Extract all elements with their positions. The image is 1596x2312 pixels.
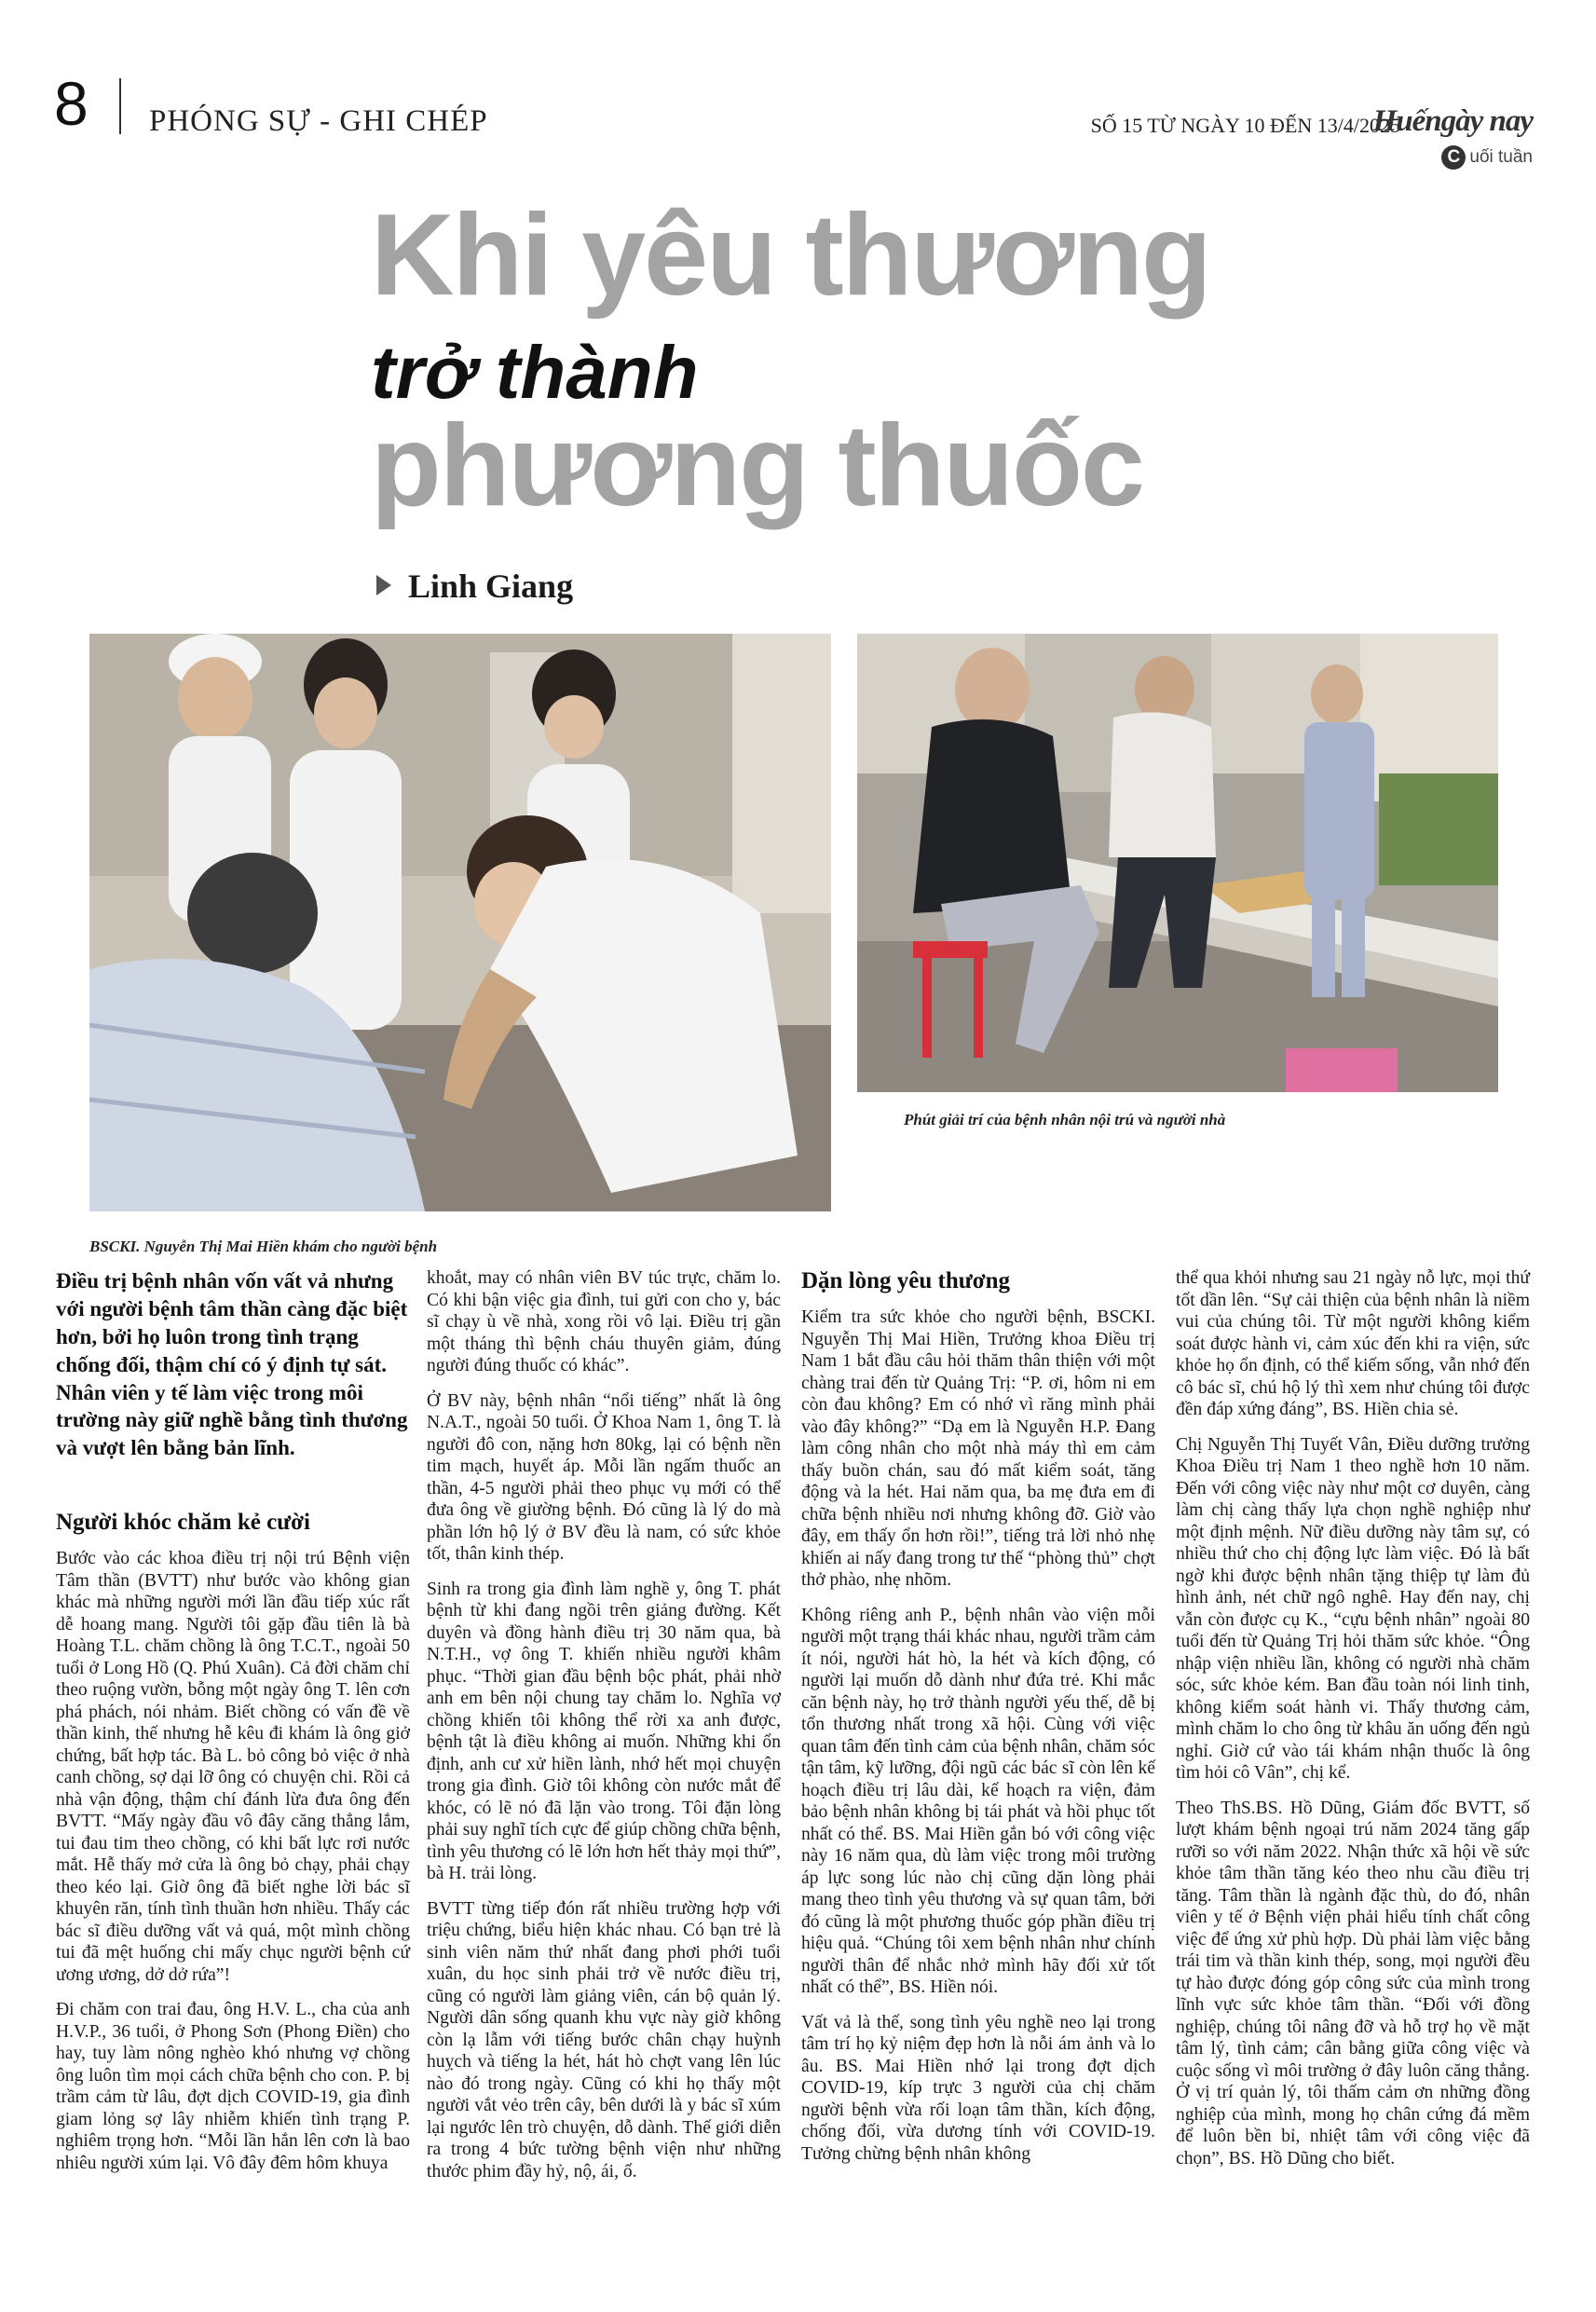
article-title-line-2: trở thành xyxy=(371,331,699,414)
paragraph: Kiểm tra sức khỏe cho người bệnh, BSCKI. Nguyễn Thị Mai Hiền, Trưởng khoa Điều trị Nam 1 bắt đầu câu hỏi thăm thân thiện với một chàng trai đến từ Quảng Trị: “P. ơi, hôm ni em còn đau không? Em có nhớ vì răng mình phải vào đây không?” “Dạ em là Nguyễn H.P. Đang làm công nhân cho một nhà máy thì em cảm thấy buồn chán, sau đó mất kiểm soát, tăng động và la hét. Hai năm qua, ba mẹ đưa em đi chữa bệnh nhiều nơi nhưng không đỡ. Giờ vào đây, em thấy ổn hơn rồi!”, tiếng trả lời nhỏ nhẹ khiến ai nấy đang trong tư thế “phòng thủ” chợt thở phào, nhẹ nhõm. xyxy=(801,1307,1155,1590)
header-divider xyxy=(119,78,121,134)
author-name: Linh Giang xyxy=(408,568,574,605)
paragraph: BVTT từng tiếp đón rất nhiều trường hợp với triệu chứng, biểu hiện khác nhau. Có bạn trẻ là sinh viên năm thứ nhất đang phơi phới tuổi xuân, du học sinh phải trở về nước điều trị, cũng có người làm giảng viên, cán bộ quản lý. Người dân sống quanh khu vực này giờ không còn lạ lẫm với tiếng bước chân chạy huỳnh huỵch và tiếng la hét, hát hò chợt vang lên lúc nào đó trong ngày. Cũng có khi họ thấy một người vắt vẻo trên cây, bên dưới là y bác sĩ xúm lại ngước lên trò chuyện, dỗ dành. Thế giới diễn ra trong 4 bức tường bệnh viện như những thước phim đầy hỷ, nộ, ái, ố. xyxy=(427,1898,781,2182)
paragraph: Đi chăm con trai đau, ông H.V. L., cha của anh H.V.P., 36 tuổi, ở Phong Sơn (Phong Điền) cho hay, tuy làm nông nghèo khó nhưng vợ chồng ông luôn tìm mọi cách chữa bệnh cho con. P. bị trầm cảm từ lâu, đợt dịch COVID-19, gia đình giam lỏng sợ lây nhiễm khiến tình trạng P. nghiêm trọng hơn. “Mỗi lần hắn lên cơn là bao nhiêu người xúm lại. Vô đây đêm hôm khuya xyxy=(56,2000,410,2173)
play-triangle-icon xyxy=(376,575,391,595)
brand-logo: Huếngày nay xyxy=(1372,104,1533,138)
paragraph: thể qua khỏi nhưng sau 21 ngày nỗ lực, mọi thứ tốt dần lên. “Sự cải thiện của bệnh nhân là niềm vui của chúng tôi. Từ một người không kiểm soát được hành vi, cảm xúc đến khi ra viện, sức khỏe họ ổn định, có thể kiếm sống, vẫn nhớ đến cô bác sĩ, chú hộ lý thì xem như chúng tôi được đền đáp xứng đáng”, BS. Hiền chia sẻ. xyxy=(1176,1268,1530,1419)
brand-sub-letter: C xyxy=(1441,145,1466,170)
paragraph: Không riêng anh P., bệnh nhân vào viện mỗi người một trạng thái khác nhau, người trầm cảm ít nói, người hát hò, la hét và kích động, có người lại muốn dỗ dành như đứa trẻ. Khi mắc căn bệnh này, họ trở thành người yếu thế, dễ bị tổn thương nhất trong xã hội. Cùng với việc quan tâm đến tình cảm của bệnh nhân, chăm sóc tận tâm, kỹ lưỡng, đội ngũ các bác sĩ còn lên kế hoạch điều trị lâu dài, kế hoạch ra viện, đảm bảo bệnh nhân không bị tái phát và hồi phục tốt nhất có thể. BS. Mai Hiền gắn bó với công việc này 16 năm qua, dù làm việc trong môi trường áp lực song lúc nào chị cũng dặn lòng phải mang theo tình yêu thương và sự quan tâm, bởi đó cũng là một phương thuốc góp phần điều trị hiệu quả. “Chúng tôi xem bệnh nhân như chính người thân để nhắc nhở mình hãy đối xử tốt nhất có thể”, BS. Hiền nói. xyxy=(801,1605,1155,1997)
article-column-1 xyxy=(56,1267,410,2187)
brand-sub-logo xyxy=(1441,145,1533,170)
article-lead: Điều trị bệnh nhân vốn vất vả nhưng với người bệnh tâm thần càng đặc biệt hơn, bởi họ luôn trong tình trạng chống đối, thậm chí có ý định tự sát. Nhân viên y tế làm việc trong môi trường này giữ nghề bằng tình thương và vượt lên bằng bản lĩnh. xyxy=(56,1269,408,1460)
photo-patients-playing-chess xyxy=(857,634,1498,1092)
issue-info: SỐ 15 TỪ NGÀY 10 ĐẾN 13/4/2025 xyxy=(1090,114,1400,137)
photo-doctor-examining-patient xyxy=(89,634,831,1211)
brand-sub-text: uối tuần xyxy=(1469,147,1533,168)
paragraph: Bước vào các khoa điều trị nội trú Bệnh viện Tâm thần (BVTT) như bước vào không gian khác mà những người mới lần đầu tiếp xúc rất dễ hoang mang. Người tôi gặp đầu tiên là bà Hoàng T.L. chăm chồng là ông T.C.T., ngoài 50 tuổi ở Long Hồ (Q. Phú Xuân). Cả đời chăm chỉ theo ruộng vườn, bỗng một ngày ông T. lên cơn phá phách, nói nhảm. Biết chồng có vấn đề về thần kinh, thế nhưng hễ kêu đi khám là ông giở chứng, bất hợp tác. Bà L. bỏ công bỏ việc ở nhà canh chồng, sợ dại lỡ ông có chuyện chi. Rồi cả nhà vận động, thậm chí đánh lừa đưa ông đến BVTT. “Mấy ngày đầu vô đây căng thẳng lắm, tui đau tim theo chồng, có khi bất lực rơi nước mắt. Hễ thấy mở cửa là ông bỏ chạy, phải chạy theo kéo lại. Giờ ông đã biết nghe lời bác sĩ khuyên răn, tính tình thuần hơn nhiều. Thấy các bác sĩ điều dưỡng vất vả quá, một mình chồng tui đã mệt huống chi mấy chục người bệnh cứ ương ương, dở dở rứa”! xyxy=(56,1549,410,1985)
byline xyxy=(376,567,573,606)
article-column-4 xyxy=(1176,1267,1530,2182)
paragraph: khoắt, may có nhân viên BV túc trực, chăm lo. Có khi bận việc gia đình, tui gửi con cho y, bác sĩ chạy ù về nhà, xong rồi vô lại. Điều trị gần một tháng thì bệnh cháu thuyên giảm, đúng người đúng thuốc có khác”. xyxy=(427,1268,781,1375)
subheading-2: Dặn lòng yêu thương xyxy=(801,1268,1011,1293)
right-photo-caption: Phút giải trí của bệnh nhân nội trú và người nhà xyxy=(904,1111,1226,1129)
paragraph: Ở BV này, bệnh nhân “nổi tiếng” nhất là ông N.A.T., ngoài 50 tuổi. Ở Khoa Nam 1, ông T. là người đô con, nặng hơn 80kg, lại có bệnh nền tim mạch, huyết áp. Mỗi lần ngấm thuốc an thần, 4-5 người phải theo phục vụ mới có thể đưa ông về giường bệnh. Đó cũng là lý do mà phần lớn hộ lý ở BV đều là nam, có sức khỏe tốt, thân kinh thép. xyxy=(427,1390,781,1564)
page-number: 8 xyxy=(54,69,89,138)
paragraph: Vất vả là thế, song tình yêu nghề neo lại trong tâm trí họ kỷ niệm đẹp hơn là nỗi ám ảnh và lo âu. BS. Mai Hiền nhớ lại trong đợt dịch COVID-19, kíp trực 3 người của chị chăm người bệnh vừa rối loạn tâm thần, kích động, chống đối, vừa dương tính với COVID-19. Tưởng chừng bệnh nhân không xyxy=(801,2012,1155,2164)
left-photo-caption: BSCKI. Nguyễn Thị Mai Hiền khám cho người bệnh xyxy=(89,1238,438,1255)
article-title-line-3: phương thuốc xyxy=(371,402,1143,530)
article-title-line-1: Khi yêu thương xyxy=(371,191,1210,320)
paragraph: Chị Nguyễn Thị Tuyết Vân, Điều dưỡng trưởng Khoa Điều trị Nam 1 theo nghề hơn 10 năm. Đến với công việc này như một cơ duyên, càng làm chị càng thấy lựa chọn nghề nghiệp như một định mệnh. Nữ điều dưỡng này tâm sự, có nhiều thứ cho chị động lực làm việc. Đó là bất ngờ khi được bệnh nhân tặng thiệp tự làm đủ hình ảnh, nét chữ ngô nghê. Hay đến nay, chị vẫn còn được cụ K., “cựu bệnh nhân” ngoài 80 tuổi đến từ Quảng Trị hỏi thăm sức khỏe. “Ông nhập viện nhiều lần, không có người nhà chăm sóc, sức khỏe kém. Ban đầu toàn nói linh tinh, không kiểm soát hành vi. Thấy thương cảm, mình chăm lo cho ông từ khâu ăn uống đến ngủ nghỉ. Giờ cứ vào tái khám nhận thuốc là ông tìm hỏi cô Vân”, chị kể. xyxy=(1176,1434,1530,1783)
paragraph: Theo ThS.BS. Hồ Dũng, Giám đốc BVTT, số lượt khám bệnh ngoại trú năm 2024 tăng gấp rưỡi so với năm 2022. Nhận thức xã hội về sức khỏe tâm thần tăng kéo theo nhu cầu điều trị tăng. Tâm thần là ngành đặc thù, do đó, nhân viên y tế ở Bệnh viện phải hiểu tính chất công việc để ứng xử phù hợp. Dù phải làm việc bằng trái tim và thần kinh thép, song, mọi người đều tự hào được đóng góp công sức của mình trong lĩnh vực sức khỏe tâm thần. “Đối với đồng nghiệp, chúng tôi nâng đỡ và hỗ trợ họ về mặt tâm lý, tình cảm; cân bằng giữa công việc và cuộc sống vì môi trường ở đây luôn căng thẳng. Ở vị trí quản lý, tôi thấm cảm ơn những đồng nghiệp của mình, mong họ chân cứng đá mềm để luôn bền bỉ, nhiệt tâm với công việc đã chọn”, BS. Hồ Dũng cho biết. xyxy=(1176,1798,1530,2168)
section-title: PHÓNG SỰ - GHI CHÉP xyxy=(149,104,488,138)
subheading-1: Người khóc chăm kẻ cười xyxy=(56,1510,310,1536)
article-column-3 xyxy=(801,1267,1155,2178)
article-column-2 xyxy=(427,1267,781,2196)
paragraph: Sinh ra trong gia đình làm nghề y, ông T. phát bệnh từ khi đang ngồi trên giảng đường. Kết duyên và đồng hành điều trị 30 năm qua, bà N.T.H., vợ ông T. khiến nhiều người khâm phục. “Thời gian đầu bệnh bộc phát, phải nhờ anh em bên nội chung tay chăm lo. Nghĩa vợ chồng khiến tôi không thể rời xa anh được, bệnh tật là điều không ai muốn. Những khi ổn định, anh cư xử hiền lành, nhớ hết mọi chuyện trong gia đình. Giờ tôi không còn nước mắt để khóc, có lẽ nó đã lặn vào trong. Tôi đặn lòng phải suy nghĩ tích cực để giúp chồng chữa bệnh, tình yêu thương có lẽ lớn hơn hết thảy mọi thứ”, bà H. trải lòng. xyxy=(427,1579,781,1883)
